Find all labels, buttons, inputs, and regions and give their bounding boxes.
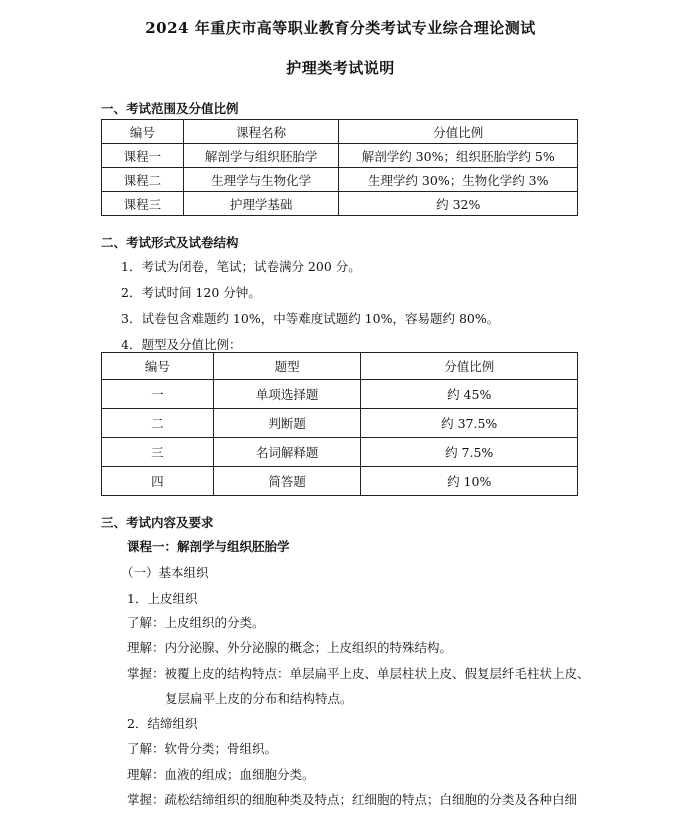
table-cell: 课程二	[102, 168, 184, 192]
content-line: 复层扁平上皮的分布和结构特点。	[165, 691, 353, 706]
column-header: 分值比例	[339, 120, 578, 144]
table-row	[102, 144, 578, 168]
table-cell: 约 32%	[339, 192, 578, 216]
content-line: 掌握：被覆上皮的结构特点：单层扁平上皮、单层柱状上皮、假复层纤毛柱状上皮、	[127, 666, 590, 681]
column-header: 课程名称	[183, 120, 339, 144]
table-cell: 名词解释题	[213, 438, 361, 467]
table-cell: 约 45%	[361, 380, 578, 409]
table-cell: 单项选择题	[213, 380, 361, 409]
content-line: 理解：内分泌腺、外分泌腺的概念；上皮组织的特殊结构。	[127, 640, 453, 655]
document-title: 2024 年重庆市高等职业教育分类考试专业综合理论测试	[145, 19, 536, 37]
list-item: 2．考试时间 120 分钟。	[121, 285, 261, 300]
table-header-row	[102, 353, 578, 380]
topic-heading: 1．上皮组织	[127, 591, 198, 606]
list-item: 1．考试为闭卷，笔试；试卷满分 200 分。	[121, 259, 361, 274]
section-2-heading: 二、考试形式及试卷结构	[101, 235, 239, 250]
topic-heading: 2．结缔组织	[127, 716, 198, 731]
table-cell: 约 7.5%	[361, 438, 578, 467]
subsection-heading: （一）基本组织	[121, 565, 209, 580]
table-cell: 生理学与生物化学	[183, 168, 339, 192]
table-cell: 约 37.5%	[361, 409, 578, 438]
table-row	[102, 438, 578, 467]
list-item: 4．题型及分值比例：	[121, 337, 242, 352]
content-line: 掌握：疏松结缔组织的细胞种类及特点；红细胞的特点；白细胞的分类及各种白细	[127, 792, 578, 807]
content-line: 了解：软骨分类；骨组织。	[127, 741, 278, 756]
table-header-row	[102, 120, 578, 144]
table-cell: 四	[102, 467, 214, 496]
table-cell: 护理学基础	[183, 192, 339, 216]
document-subtitle: 护理类考试说明	[286, 59, 395, 77]
table-row	[102, 380, 578, 409]
content-line: 了解：上皮组织的分类。	[127, 615, 265, 630]
table-row	[102, 409, 578, 438]
table-cell: 二	[102, 409, 214, 438]
column-header: 编号	[102, 120, 184, 144]
section-1-heading: 一、考试范围及分值比例	[101, 101, 239, 116]
table-cell: 约 10%	[361, 467, 578, 496]
table-cell: 一	[102, 380, 214, 409]
table-row	[102, 467, 578, 496]
content-line: 理解：血液的组成；血细胞分类。	[127, 767, 315, 782]
table-cell: 三	[102, 438, 214, 467]
column-header: 分值比例	[361, 353, 578, 380]
table-row	[102, 168, 578, 192]
question-type-table	[101, 352, 578, 496]
scope-table	[101, 119, 578, 216]
table-cell: 判断题	[213, 409, 361, 438]
table-cell: 生理学约 30%；生物化学约 3%	[339, 168, 578, 192]
course-heading: 课程一：解剖学与组织胚胎学	[127, 539, 290, 554]
table-row	[102, 192, 578, 216]
table-cell: 解剖学约 30%；组织胚胎学约 5%	[339, 144, 578, 168]
table-cell: 解剖学与组织胚胎学	[183, 144, 339, 168]
table-cell: 课程三	[102, 192, 184, 216]
table-cell: 课程一	[102, 144, 184, 168]
list-item: 3．试卷包含难题约 10%，中等难度试题约 10%，容易题约 80%。	[121, 311, 500, 326]
column-header: 题型	[213, 353, 361, 380]
section-3-heading: 三、考试内容及要求	[101, 515, 214, 530]
table-cell: 简答题	[213, 467, 361, 496]
column-header: 编号	[102, 353, 214, 380]
